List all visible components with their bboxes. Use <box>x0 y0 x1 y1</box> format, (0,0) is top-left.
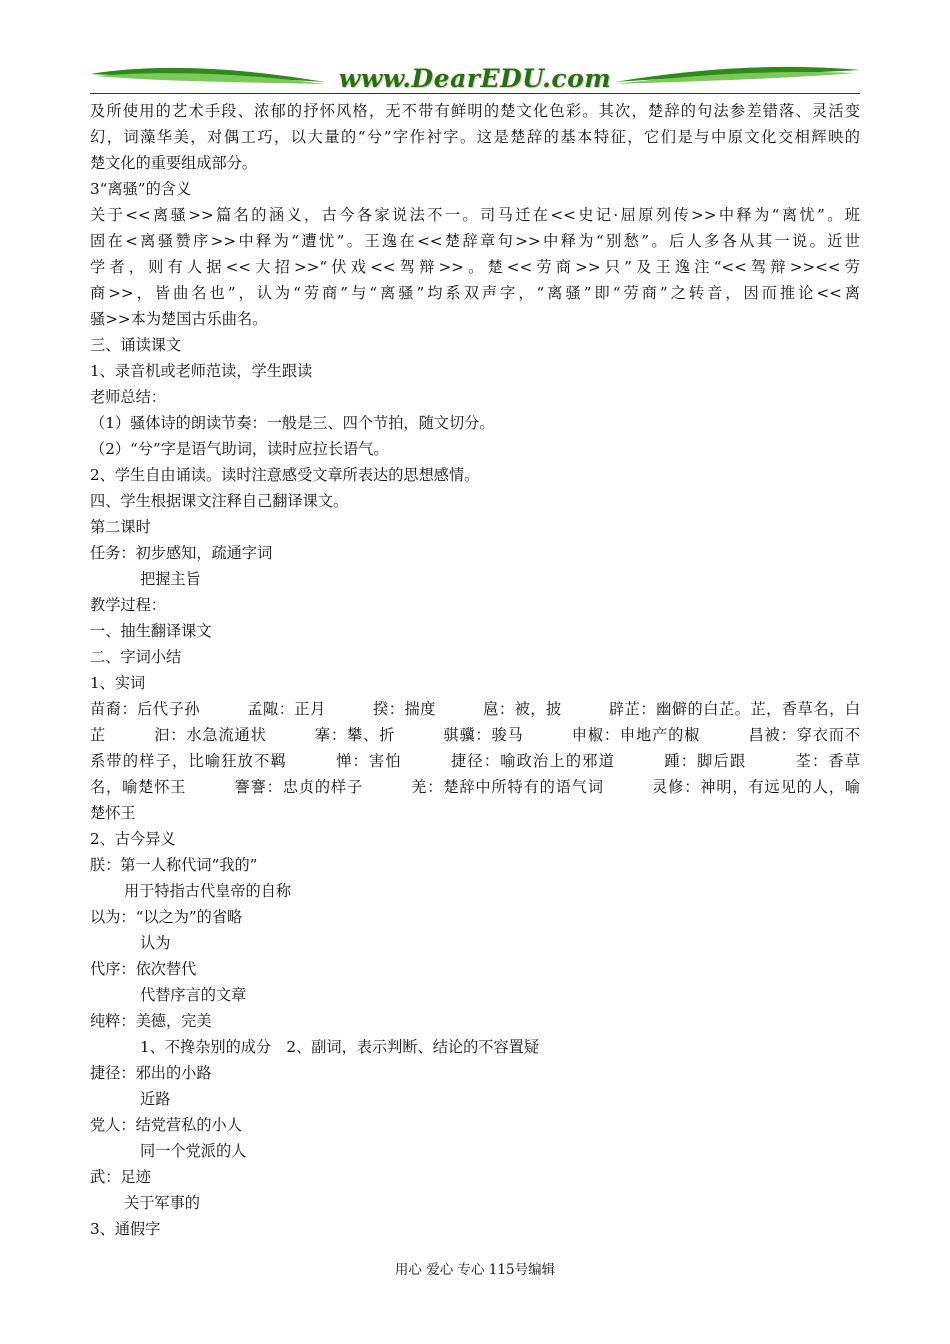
list-item: 认为 <box>140 934 171 952</box>
vocab-line: 苗裔：后代子孙 孟陬：正月 揆：揣度 扈：被，披 辟芷：幽僻的白芷。芷，香草名，白 <box>90 700 860 718</box>
paragraph-line: 关于<<离骚>>篇名的涵义，古今各家说法不一。司马迁在<<史记·屈原列传>>中释为“离忧”。班 <box>90 206 860 224</box>
section-heading: 教学过程： <box>90 596 166 614</box>
list-item: 以为：“以之为”的省略 <box>90 908 243 926</box>
list-item: 捷径：邪出的小路 <box>90 1064 212 1082</box>
paragraph-line: 学者，则有人据<<大招>>“伏戏<<驾辩>>。楚<<劳商>>只”及王逸注“<<驾辩>><<劳 <box>90 258 860 276</box>
list-item: 1、不搀杂别的成分 2、副词，表示判断、结论的不容置疑 <box>140 1038 540 1056</box>
list-item: 同一个党派的人 <box>140 1142 247 1160</box>
list-item: 代替序言的文章 <box>140 986 247 1004</box>
list-item: 任务：初步感知，疏通字词 <box>90 544 273 562</box>
list-item: 老师总结： <box>90 388 166 406</box>
site-logo: www.DearEDU.com <box>338 64 612 93</box>
list-item: （2）“兮”字是语气助词，读时应拉长语气。 <box>90 440 389 458</box>
section-heading: 1、实词 <box>90 674 146 692</box>
vocab-line: 系带的样子，比喻狂放不羁 惮：害怕 捷径：喻政治上的邪道 踵：脚后跟 荃：香草 <box>90 752 860 770</box>
section-heading: 一、抽生翻译课文 <box>90 622 212 640</box>
paragraph-line: 固在<离骚赞序>>中释为“遭忧”。王逸在<<楚辞章句>>中释为“别愁”。后人多各从其一说。近世 <box>90 232 860 250</box>
page-footer: 用心 爱心 专心 115号编辑 <box>394 1262 556 1278</box>
section-heading: 3、通假字 <box>90 1220 161 1238</box>
list-item: （1）骚体诗的朗读节奏：一般是三、四个节拍，随文切分。 <box>90 414 495 432</box>
list-item: 近路 <box>140 1090 171 1108</box>
vocab-line: 楚怀王 <box>90 804 136 822</box>
paragraph-line: 及所使用的艺术手段、浓郁的抒怀风格，无不带有鲜明的楚文化色彩。其次，楚辞的句法参差错落、灵活变 <box>90 102 860 120</box>
list-item: 党人：结党营私的小人 <box>90 1116 242 1134</box>
list-item: 把握主旨 <box>140 570 201 588</box>
section-heading: 2、古今异义 <box>90 830 176 848</box>
vocab-line: 芷 汩：水急流通状 搴：攀、折 骐骥：骏马 申椒：申地产的椒 昌被：穿衣而不 <box>90 726 860 744</box>
list-item: 2、学生自由诵读。读时注意感受文章所表达的思想感情。 <box>90 466 480 484</box>
section-heading: 第二课时 <box>90 518 151 536</box>
section-heading: 3“离骚”的含义 <box>90 180 192 198</box>
list-item: 武：足迹 <box>90 1168 151 1186</box>
header-divider <box>90 93 860 94</box>
list-item: 关于军事的 <box>124 1194 200 1212</box>
list-item: 朕：第一人称代词“我的” <box>90 856 258 874</box>
list-item: 1、录音机或老师范读，学生跟读 <box>90 362 313 380</box>
site-header-banner <box>90 62 860 94</box>
vocab-line: 名，喻楚怀王 謇謇：忠贞的样子 羌：楚辞中所特有的语气词 灵修：神明，有远见的人，喻 <box>90 778 860 796</box>
section-heading: 四、学生根据课文注释自己翻译课文。 <box>90 492 349 510</box>
list-item: 纯粹：美德，完美 <box>90 1012 212 1030</box>
list-item: 代序：依次替代 <box>90 960 197 978</box>
paragraph-line: 商>>，皆曲名也”，认为“劳商”与“离骚”均系双声字，“离骚”即“劳商”之转音，因而推论<<离 <box>90 284 860 302</box>
paragraph-line: 骚>>本为楚国古乐曲名。 <box>90 310 268 328</box>
section-heading: 二、字词小结 <box>90 648 182 666</box>
paragraph-line: 楚文化的重要组成部分。 <box>90 154 258 172</box>
document-body <box>90 98 860 1242</box>
paragraph-line: 幻，词藻华美，对偶工巧，以大量的“兮”字作衬字。这是楚辞的基本特征，它们是与中原文化交相辉映的 <box>90 128 860 146</box>
list-item: 用于特指古代皇帝的自称 <box>124 882 292 900</box>
section-heading: 三、诵读课文 <box>90 336 182 354</box>
